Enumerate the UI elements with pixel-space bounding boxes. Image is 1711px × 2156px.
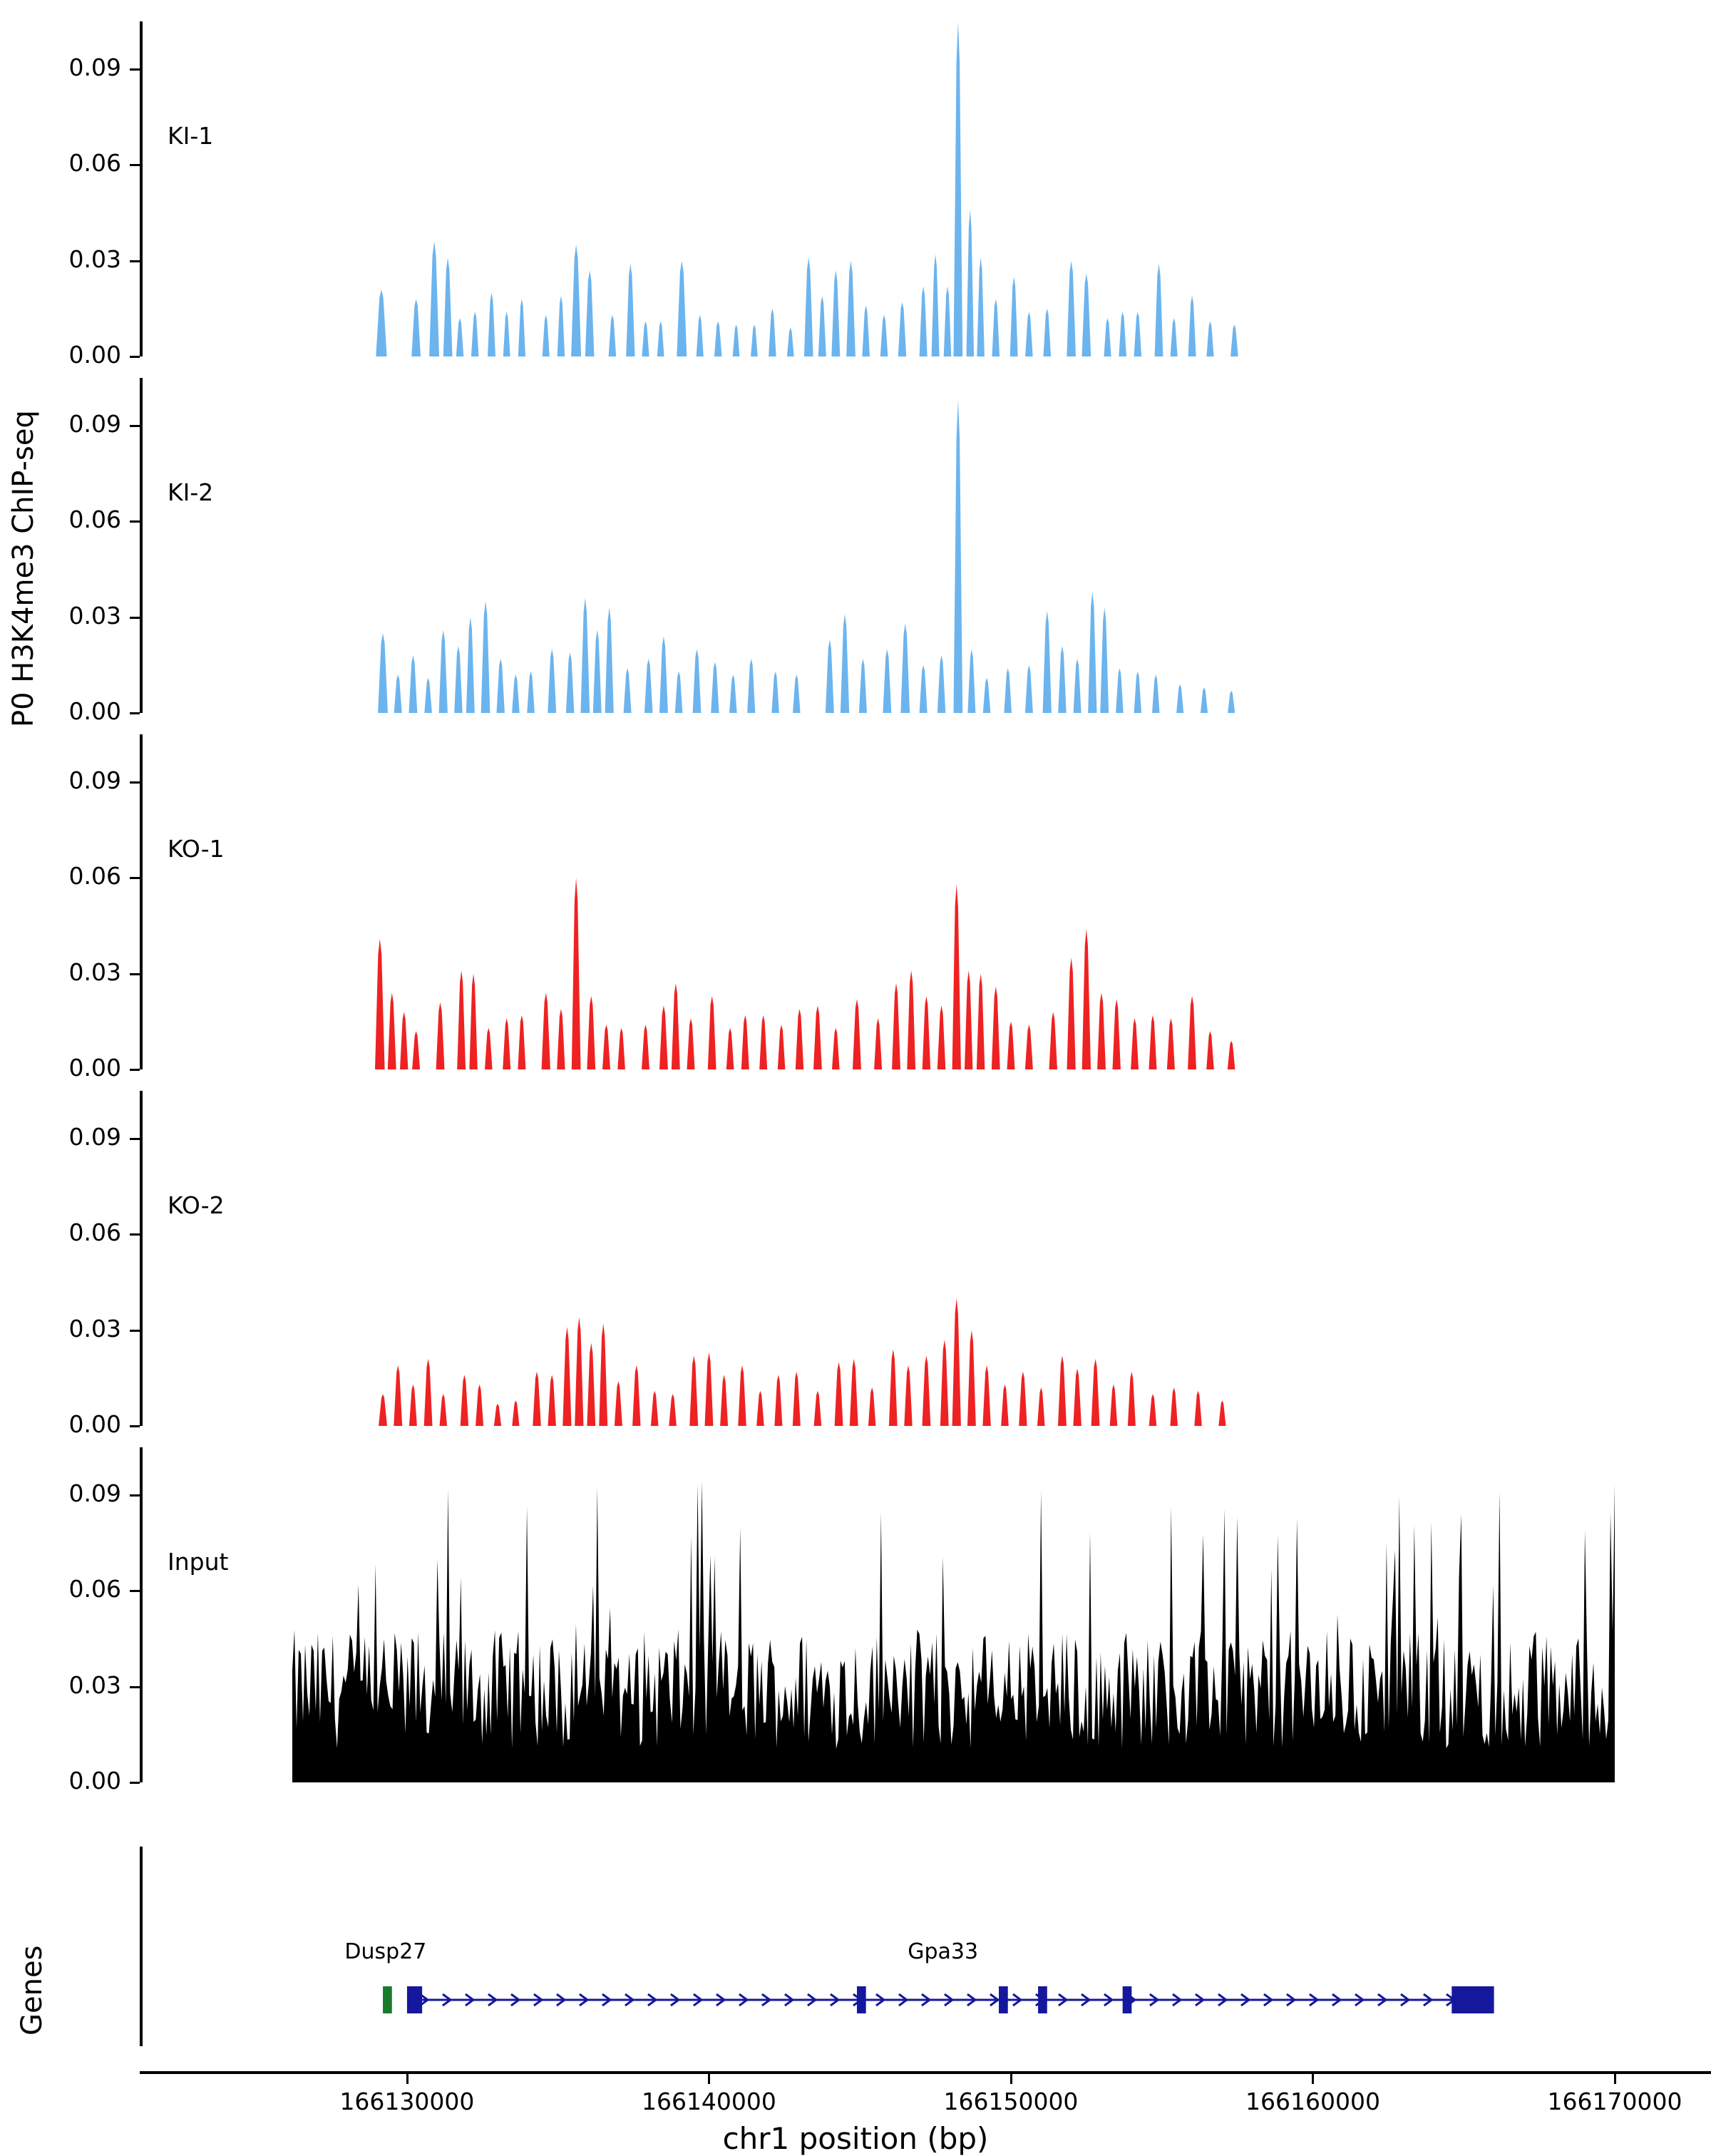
y-tick-label: 0.06 [68, 505, 121, 534]
y-tick-label: 0.03 [68, 1670, 121, 1699]
y-tick-label: 0.00 [68, 697, 121, 725]
y-tick-label: 0.09 [68, 1479, 121, 1508]
x-axis-line [140, 2071, 1711, 2074]
signal-area [0, 21, 1711, 356]
track-label: KI-2 [168, 478, 214, 506]
y-tick-label: 0.09 [68, 53, 121, 82]
x-tick [708, 2074, 710, 2084]
genes-track [0, 1847, 1711, 2046]
track-label: KI-1 [168, 122, 214, 150]
signal-area [0, 1447, 1711, 1782]
gene-label: Gpa33 [908, 1939, 979, 1964]
track-ki-1 [0, 21, 1711, 369]
x-axis-title: chr1 position (bp) [722, 2121, 989, 2156]
y-tick-label: 0.06 [68, 1218, 121, 1247]
gene-label: Dusp27 [344, 1939, 427, 1964]
track-input [0, 1447, 1711, 1795]
signal-area [0, 378, 1711, 713]
y-tick-label: 0.00 [68, 341, 121, 369]
y-tick-label: 0.06 [68, 149, 121, 178]
y-tick-label: 0.00 [68, 1410, 121, 1438]
y-axis-title: P0 H3K4me3 ChIP-seq [7, 410, 40, 727]
y-tick-label: 0.09 [68, 766, 121, 795]
track-label: Input [168, 1548, 229, 1576]
track-ko-1 [0, 734, 1711, 1082]
x-tick-label: 166170000 [1547, 2088, 1682, 2115]
x-tick [406, 2074, 409, 2084]
x-tick-label: 166140000 [641, 2088, 776, 2115]
y-tick-label: 0.00 [68, 1054, 121, 1082]
signal-area [0, 734, 1711, 1069]
x-tick-label: 166130000 [339, 2088, 475, 2115]
y-tick-label: 0.06 [68, 862, 121, 890]
y-tick-label: 0.03 [68, 601, 121, 630]
track-ko-2 [0, 1091, 1711, 1438]
x-tick-label: 166160000 [1245, 2088, 1380, 2115]
track-ki-2 [0, 378, 1711, 725]
y-tick-label: 0.03 [68, 1314, 121, 1343]
y-tick-label: 0.09 [68, 1123, 121, 1151]
genes-axis-title: Genes [16, 1945, 48, 2036]
y-tick-label: 0.03 [68, 245, 121, 273]
x-tick [1010, 2074, 1012, 2084]
track-label: KO-2 [168, 1191, 225, 1219]
y-tick-label: 0.03 [68, 958, 121, 986]
genes-panel [0, 1847, 1711, 2046]
x-tick-label: 166150000 [943, 2088, 1079, 2115]
y-tick-label: 0.00 [68, 1767, 121, 1795]
track-label: KO-1 [168, 835, 225, 863]
signal-area [0, 1091, 1711, 1426]
y-tick-label: 0.09 [68, 410, 121, 438]
y-tick-label: 0.06 [68, 1575, 121, 1603]
x-tick [1614, 2074, 1616, 2084]
x-tick [1312, 2074, 1314, 2084]
